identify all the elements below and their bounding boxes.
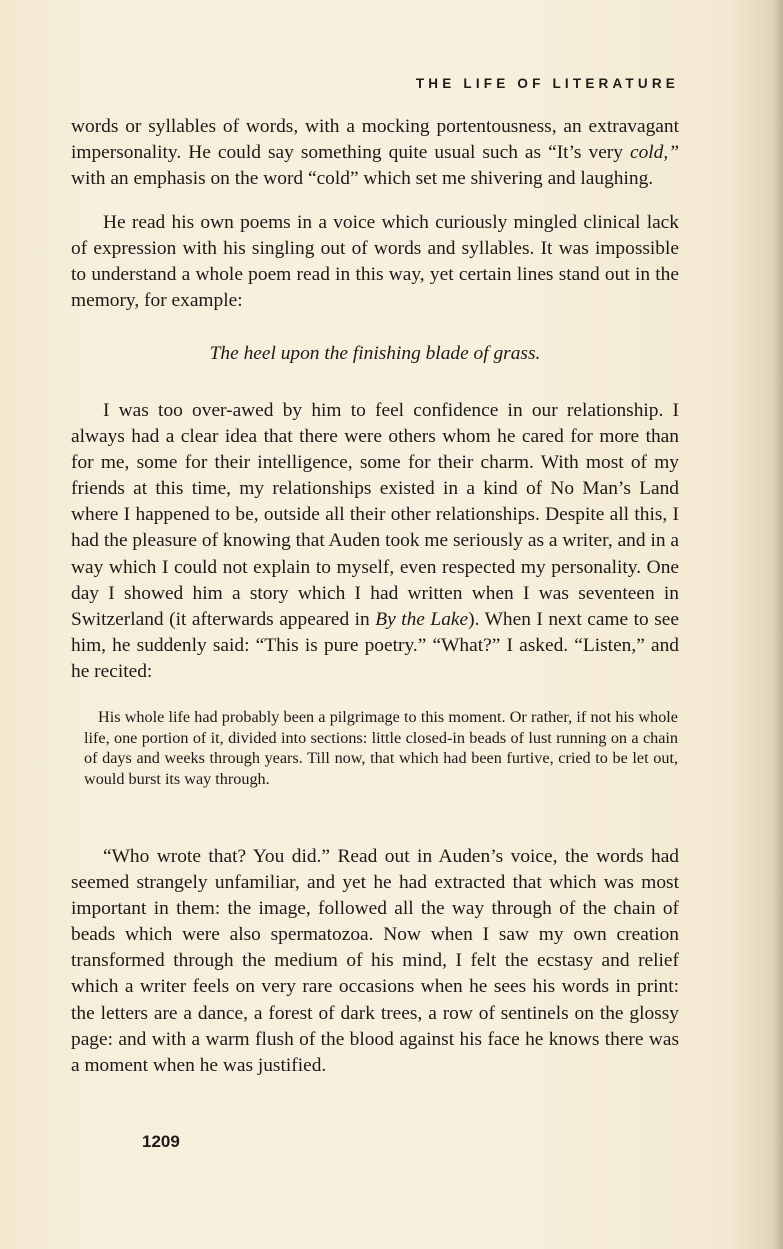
book-title: By the Lake [375, 608, 469, 630]
page-number: 1209 [142, 1132, 180, 1151]
paragraph-3 [71, 398, 679, 685]
paragraph-1-text: words or syllables of words, with a mocking portentousness, an extravagant impersonality. He could say something quite usual such as “It’s very [71, 116, 679, 164]
paragraph-1 [71, 114, 679, 192]
page-edge-shadow [773, 0, 783, 1249]
paragraph-3-text: I was too over-awed by him to feel confidence in our relationship. I always had a clear idea that there were others whom he cared for more than for me, some for their intelligence, some for their charm. With most of my friends at this time, my relationships existed in a kind of No Man’s Land where I happened to be, outside all their other relationships. Despite all this, I had the pleasure of knowing that Auden took me seriously as a writer, and in a way which I could not explain to myself, even respected my personality. One day I showed him a story which I had written when I was seventeen in Switzerland (it afterwards appeared in [71, 400, 679, 630]
paragraph-1-end: with an emphasis on the word “cold” which set me shivering and laughing. [71, 168, 654, 190]
paragraph-4: “Who wrote that? You did.” Read out in Auden’s voice, the words had seemed strangely unfamiliar, and yet he had extracted that which was most important in them: the image, followed all the way through of the chain of beads which were also spermatozoa. Now when I saw my own creation transformed through the medium of his mind, I felt the ecstasy and relief which a writer feels on very rare occasions when he sees his words in print: the letters are a dance, a forest of dark trees, a row of sentinels on the glossy page: and with a warm flush of the blood against his face he knows there was a moment when he was justified. [71, 846, 679, 1076]
paragraph-3-end: ). When I next came to see him, he suddenly said: “This is pure poetry.” “What?” I asked. “Listen,” and he recited: [71, 608, 680, 682]
running-head: THE LIFE OF LITERATURE [415, 76, 679, 91]
paragraph-1-emphasis: cold,” [629, 142, 679, 164]
paragraph-2: He read his own poems in a voice which curiously mingled clinical lack of expression with his singling out of words and syllables. It was impossible to understand a whole poem read in this way, yet certain lines stand out in the memory, for example: [71, 212, 679, 312]
block-quote: His whole life had probably been a pilgrimage to this moment. Or rather, if not his whole life, one portion of it, divided into sections: little closed-in beads of lust running on a chain of days and weeks through years. Till now, that which had been furtive, cried to be let out, would burst its way through. [84, 708, 678, 789]
verse-line: The heel upon the finishing blade of grass. [209, 343, 541, 364]
